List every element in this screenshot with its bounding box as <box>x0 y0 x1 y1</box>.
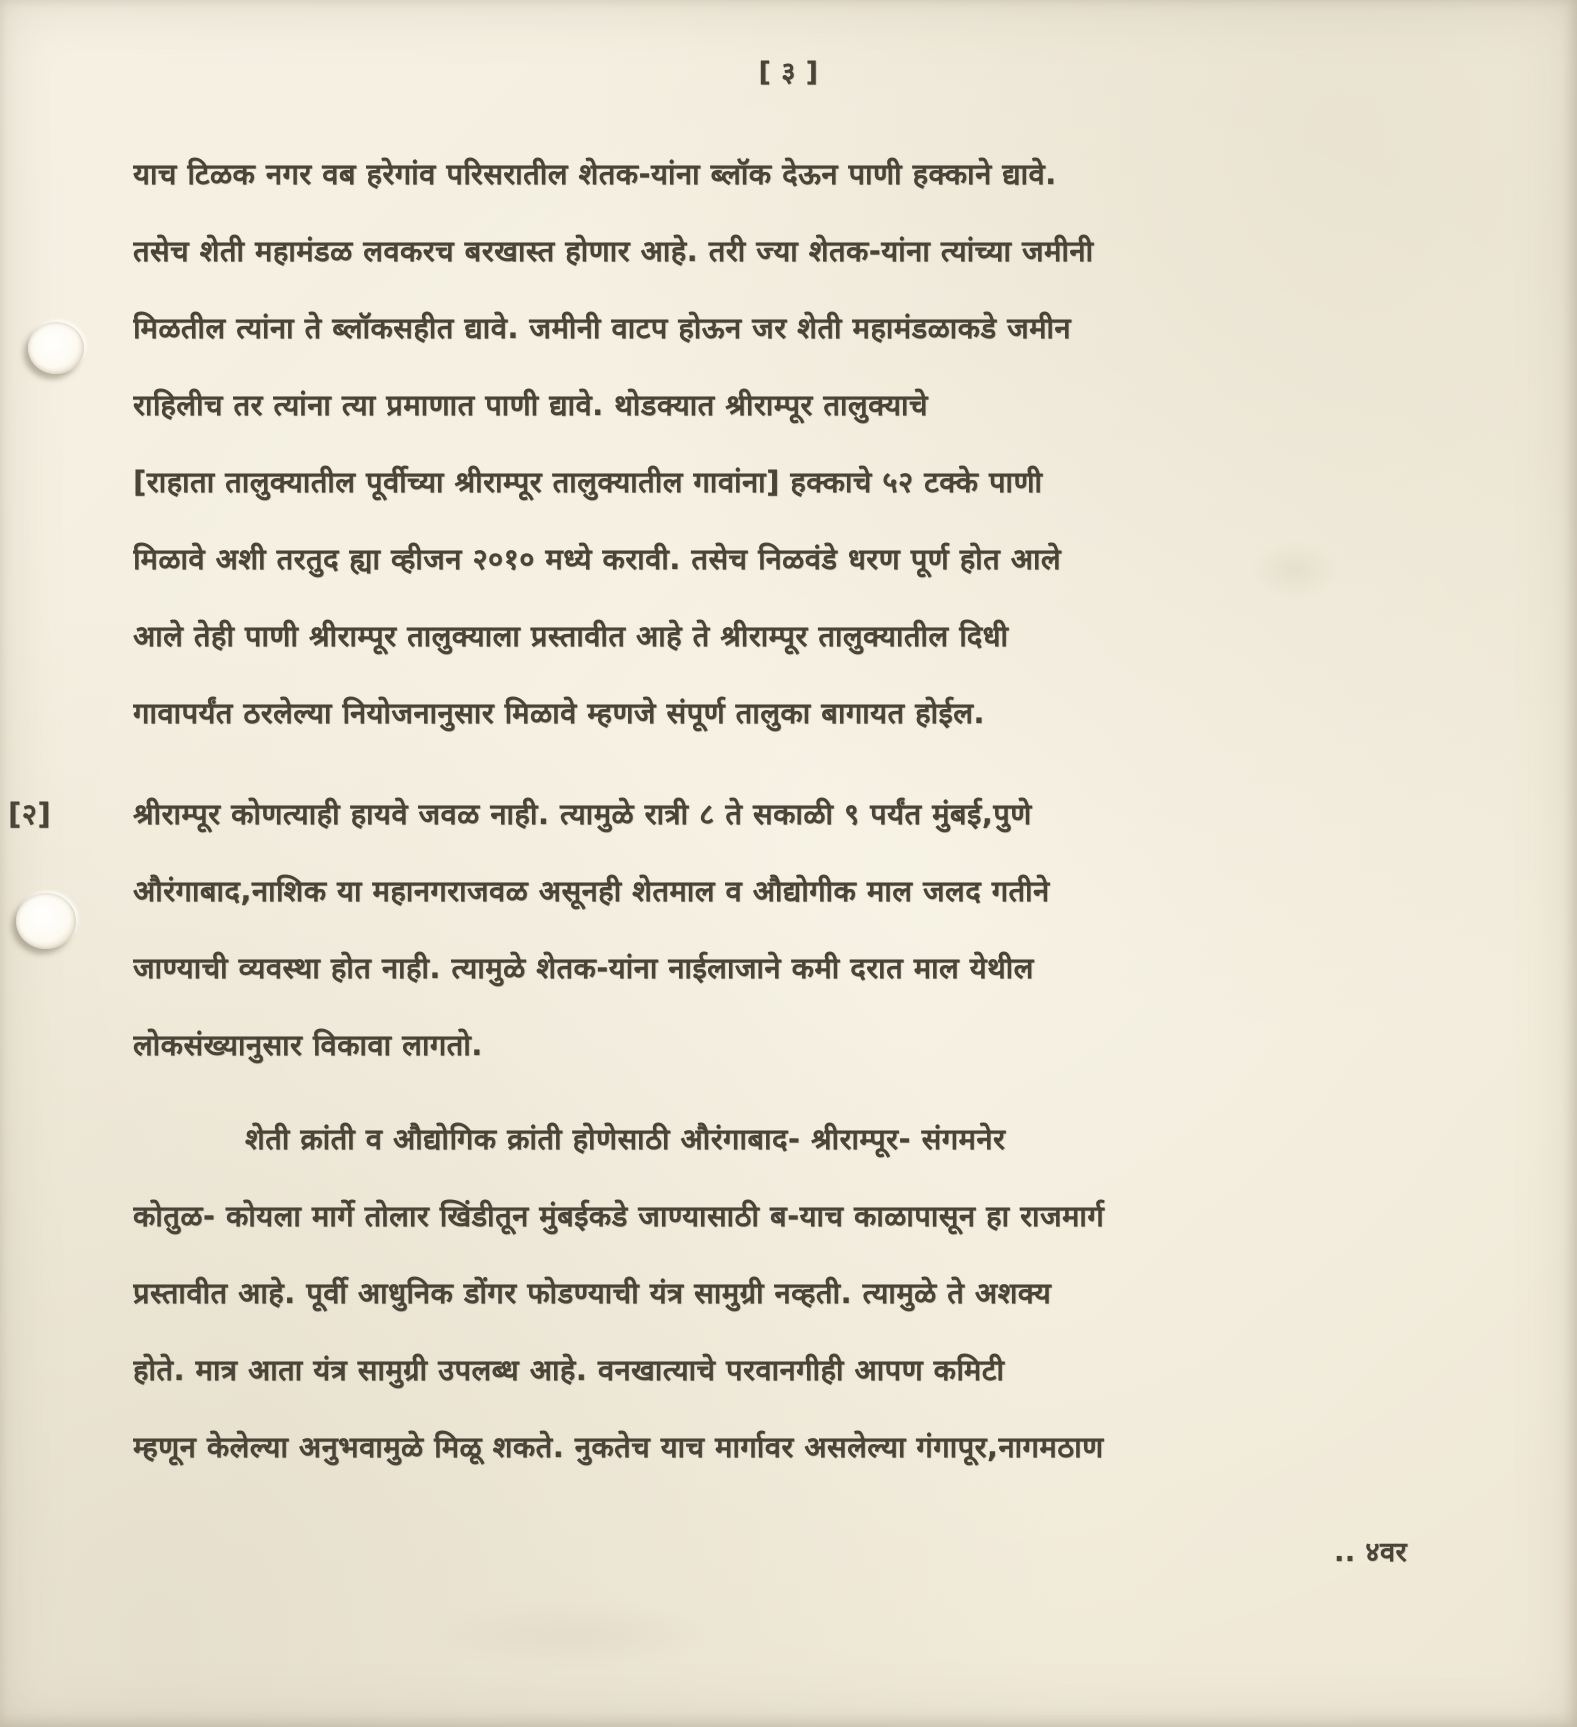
text-line: [राहाता तालुक्यातील पूर्वीच्या श्रीराम्पूर तालुक्यातील गावांना] हक्काचे ५२ टक्के पाणी <box>133 465 1043 499</box>
text-line: जाण्याची व्यवस्था होत नाही. त्यामुळे शेतक-यांना नाईलाजाने कमी दरात माल येथील <box>133 951 1034 985</box>
text-line: राहिलीच तर त्यांना त्या प्रमाणात पाणी द्यावे. थोडक्यात श्रीराम्पूर तालुक्याचे <box>133 388 928 422</box>
text-line: शेती क्रांती व औद्योगिक क्रांती होणेसाठी औरंगाबाद- श्रीराम्पूर- संगमनेर <box>245 1122 1006 1156</box>
paragraph-2 <box>133 775 1567 1083</box>
continuation-note: .. ४वर <box>1333 1537 1407 1568</box>
scan-stain <box>420 1600 720 1670</box>
paragraph-2-marker: [२] <box>8 797 52 831</box>
hole-punch-bottom <box>16 893 76 949</box>
text-line: श्रीराम्पूर कोणत्याही हायवे जवळ नाही. त्यामुळे रात्री ८ ते सकाळी ९ पर्यंत मुंबई,पुणे <box>133 797 1032 831</box>
text-line: मिळतील त्यांना ते ब्लॉकसहीत द्यावे. जमीनी वाटप होऊन जर शेती महामंडळाकडे जमीन <box>133 311 1072 345</box>
text-line: लोकसंख्यानुसार विकावा लागतो. <box>133 1028 483 1062</box>
text-line: कोतुळ- कोयला मार्गे तोलार खिंडीतून मुंबईकडे जाण्यासाठी ब-याच काळापासून हा राजमार्ग <box>133 1199 1105 1233</box>
text-line: मिळावे अशी तरतुद ह्या व्हीजन २०१० मध्ये करावी. तसेच निळवंडे धरण पूर्ण होत आले <box>133 542 1062 576</box>
text-line: तसेच शेती महामंडळ लवकरच बरखास्त होणार आहे. तरी ज्या शेतक-यांना त्यांच्या जमीनी <box>133 234 1094 268</box>
text-line: आले तेही पाणी श्रीराम्पूर तालुक्याला प्रस्तावीत आहे ते श्रीराम्पूर तालुक्यातील दिधी <box>133 619 1009 653</box>
text-line: प्रस्तावीत आहे. पूर्वी आधुनिक डोंगर फोडण्याची यंत्र सामुग्री नव्हती. त्यामुळे ते अशक्य <box>133 1276 1052 1310</box>
paragraph-1 <box>133 135 1567 751</box>
hole-punch-top <box>28 322 84 374</box>
text-line: औरंगाबाद,नाशिक या महानगराजवळ असूनही शेतमाल व औद्योगीक माल जलद गतीने <box>133 874 1050 908</box>
text-line: गावापर्यंत ठरलेल्या नियोजनानुसार मिळावे म्हणजे संपूर्ण तालुका बागायत होईल. <box>133 696 985 730</box>
paragraph-3 <box>133 1100 1567 1485</box>
text-line: म्हणून केलेल्या अनुभवामुळे मिळू शकते. नुकतेच याच मार्गावर असलेल्या गंगापूर,नागमठाण <box>133 1430 1104 1464</box>
text-line: होते. मात्र आता यंत्र सामुग्री उपलब्ध आहे. वनखात्याचे परवानगीही आपण कमिटी <box>133 1353 1005 1387</box>
text-line: याच टिळक नगर वब हरेगांव परिसरातील शेतक-यांना ब्लॉक देऊन पाणी हक्काने द्यावे. <box>133 157 1057 191</box>
page-number: [ ३ ] <box>758 57 819 88</box>
